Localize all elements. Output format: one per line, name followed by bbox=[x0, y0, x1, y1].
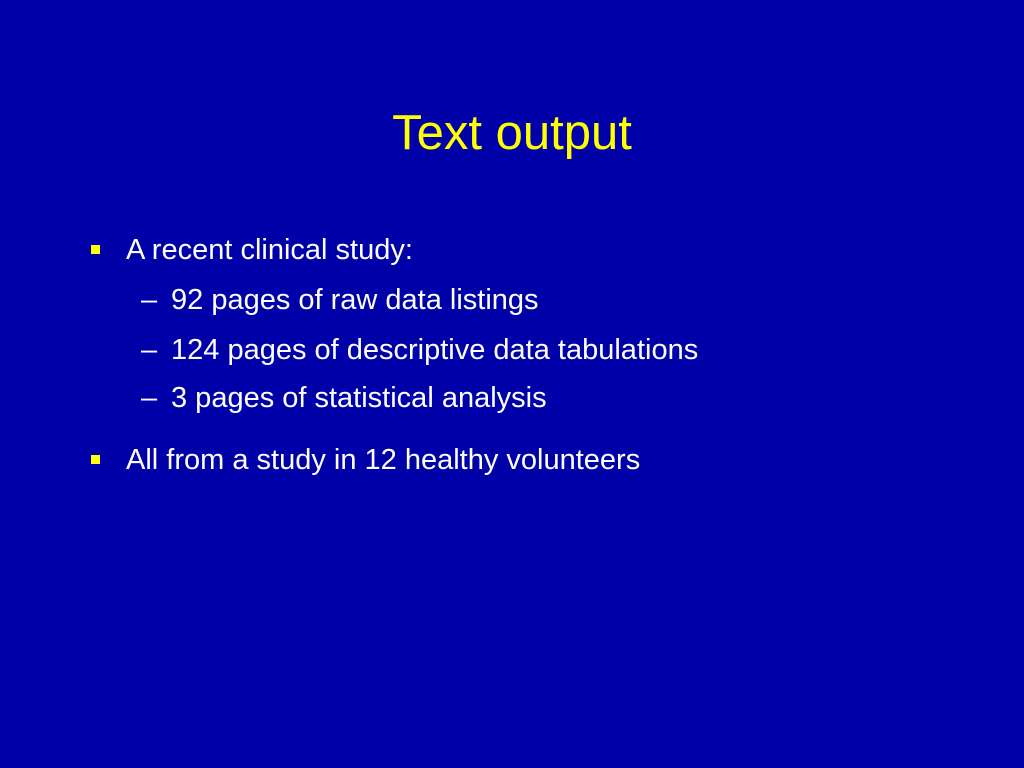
bullet-item bbox=[0, 442, 1000, 482]
slide-title: Text output bbox=[392, 106, 632, 160]
sub-bullet-text: 3 pages of statistical analysis bbox=[171, 382, 547, 414]
sub-bullet-item bbox=[0, 332, 1000, 372]
sub-bullet-item bbox=[0, 282, 1000, 322]
bullet-text: A recent clinical study: bbox=[126, 234, 413, 266]
square-bullet-icon bbox=[91, 455, 100, 464]
dash-marker: – bbox=[141, 382, 158, 414]
sub-bullet-text: 92 pages of raw data listings bbox=[171, 284, 539, 316]
bullet-text: All from a study in 12 healthy volunteers bbox=[126, 444, 641, 476]
sub-bullet-item bbox=[0, 380, 1000, 420]
dash-marker: – bbox=[141, 334, 158, 366]
dash-marker: – bbox=[141, 284, 158, 316]
square-bullet-icon bbox=[91, 245, 100, 254]
bullet-item bbox=[0, 232, 1000, 272]
sub-bullet-text: 124 pages of descriptive data tabulations bbox=[171, 334, 699, 366]
